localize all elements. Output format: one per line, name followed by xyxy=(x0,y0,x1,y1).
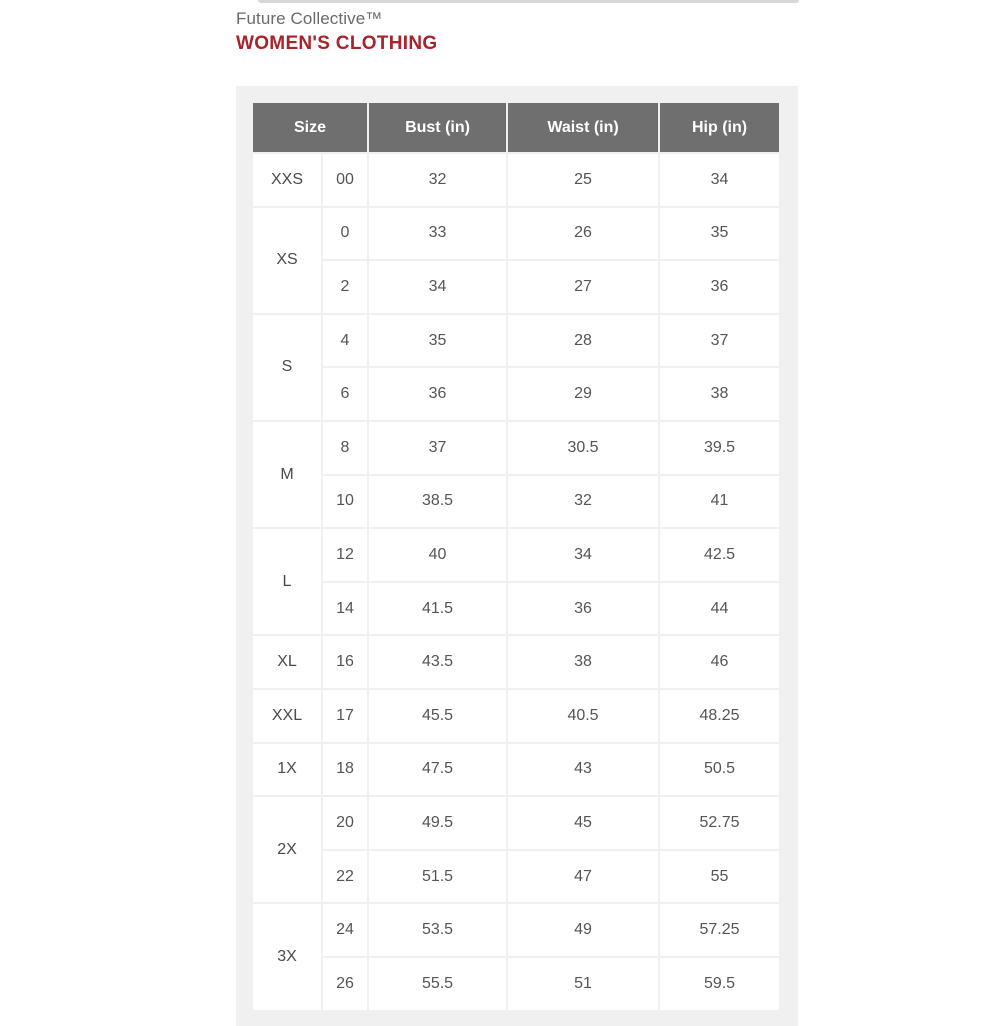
hip-cell: 34 xyxy=(660,154,779,206)
category-title: WOMEN'S CLOTHING xyxy=(236,33,438,54)
waist-cell: 49 xyxy=(508,904,658,956)
waist-cell: 36 xyxy=(508,583,658,635)
table-row xyxy=(253,476,779,528)
hip-cell: 35 xyxy=(660,208,779,260)
table-row xyxy=(253,744,779,796)
table-row xyxy=(253,904,779,956)
bust-cell: 53.5 xyxy=(369,904,506,956)
bust-cell: 49.5 xyxy=(369,797,506,849)
size-group-label: 3X xyxy=(253,904,321,1009)
bust-cell: 34 xyxy=(369,261,506,313)
numeric-size-cell: 20 xyxy=(323,797,367,849)
table-row xyxy=(253,958,779,1010)
table-row xyxy=(253,690,779,742)
waist-cell: 30.5 xyxy=(508,422,658,474)
numeric-size-cell: 17 xyxy=(323,690,367,742)
table-row xyxy=(253,154,779,206)
hip-cell: 46 xyxy=(660,636,779,688)
bust-cell: 51.5 xyxy=(369,851,506,903)
numeric-size-cell: 24 xyxy=(323,904,367,956)
header-row xyxy=(253,103,779,152)
hip-cell: 48.25 xyxy=(660,690,779,742)
hip-cell: 42.5 xyxy=(660,529,779,581)
size-group-label: 2X xyxy=(253,797,321,902)
waist-cell: 27 xyxy=(508,261,658,313)
numeric-size-cell: 4 xyxy=(323,315,367,367)
waist-cell: 28 xyxy=(508,315,658,367)
hip-cell: 39.5 xyxy=(660,422,779,474)
column-header-waist: Waist (in) xyxy=(508,103,658,152)
numeric-size-cell: 18 xyxy=(323,744,367,796)
bust-cell: 55.5 xyxy=(369,958,506,1010)
size-group-label: XXL xyxy=(253,690,321,742)
numeric-size-cell: 10 xyxy=(323,476,367,528)
table-row xyxy=(253,315,779,367)
brand-name: Future Collective™ xyxy=(236,9,383,28)
size-group-label: S xyxy=(253,315,321,420)
waist-cell: 32 xyxy=(508,476,658,528)
numeric-size-cell: 6 xyxy=(323,368,367,420)
hip-cell: 44 xyxy=(660,583,779,635)
bust-cell: 37 xyxy=(369,422,506,474)
waist-cell: 29 xyxy=(508,368,658,420)
numeric-size-cell: 0 xyxy=(323,208,367,260)
table-row xyxy=(253,636,779,688)
table-row xyxy=(253,261,779,313)
table-row xyxy=(253,583,779,635)
waist-cell: 40.5 xyxy=(508,690,658,742)
numeric-size-cell: 12 xyxy=(323,529,367,581)
size-group-label: 1X xyxy=(253,744,321,796)
bust-cell: 41.5 xyxy=(369,583,506,635)
hip-cell: 57.25 xyxy=(660,904,779,956)
bust-cell: 36 xyxy=(369,368,506,420)
size-group-label: XXS xyxy=(253,154,321,206)
bust-cell: 47.5 xyxy=(369,744,506,796)
hip-cell: 59.5 xyxy=(660,958,779,1010)
bust-cell: 35 xyxy=(369,315,506,367)
table-row xyxy=(253,797,779,849)
size-group-label: L xyxy=(253,529,321,634)
table-row xyxy=(253,529,779,581)
waist-cell: 51 xyxy=(508,958,658,1010)
hip-cell: 41 xyxy=(660,476,779,528)
waist-cell: 34 xyxy=(508,529,658,581)
bust-cell: 43.5 xyxy=(369,636,506,688)
numeric-size-cell: 00 xyxy=(323,154,367,206)
waist-cell: 43 xyxy=(508,744,658,796)
hip-cell: 38 xyxy=(660,368,779,420)
waist-cell: 25 xyxy=(508,154,658,206)
bust-cell: 45.5 xyxy=(369,690,506,742)
hip-cell: 36 xyxy=(660,261,779,313)
column-header-size: Size xyxy=(253,103,367,152)
numeric-size-cell: 22 xyxy=(323,851,367,903)
top-divider xyxy=(258,0,799,3)
bust-cell: 32 xyxy=(369,154,506,206)
table-row xyxy=(253,851,779,903)
waist-cell: 45 xyxy=(508,797,658,849)
hip-cell: 55 xyxy=(660,851,779,903)
hip-cell: 52.75 xyxy=(660,797,779,849)
numeric-size-cell: 2 xyxy=(323,261,367,313)
numeric-size-cell: 16 xyxy=(323,636,367,688)
bust-cell: 40 xyxy=(369,529,506,581)
column-header-hip: Hip (in) xyxy=(660,103,779,152)
numeric-size-cell: 14 xyxy=(323,583,367,635)
waist-cell: 26 xyxy=(508,208,658,260)
waist-cell: 38 xyxy=(508,636,658,688)
waist-cell: 47 xyxy=(508,851,658,903)
size-group-label: XL xyxy=(253,636,321,688)
size-chart-table xyxy=(251,101,781,1012)
numeric-size-cell: 26 xyxy=(323,958,367,1010)
hip-cell: 50.5 xyxy=(660,744,779,796)
size-group-label: XS xyxy=(253,208,321,313)
table-row xyxy=(253,208,779,260)
bust-cell: 38.5 xyxy=(369,476,506,528)
numeric-size-cell: 8 xyxy=(323,422,367,474)
column-header-bust: Bust (in) xyxy=(369,103,506,152)
table-row xyxy=(253,368,779,420)
hip-cell: 37 xyxy=(660,315,779,367)
bust-cell: 33 xyxy=(369,208,506,260)
size-group-label: M xyxy=(253,422,321,527)
table-row xyxy=(253,422,779,474)
